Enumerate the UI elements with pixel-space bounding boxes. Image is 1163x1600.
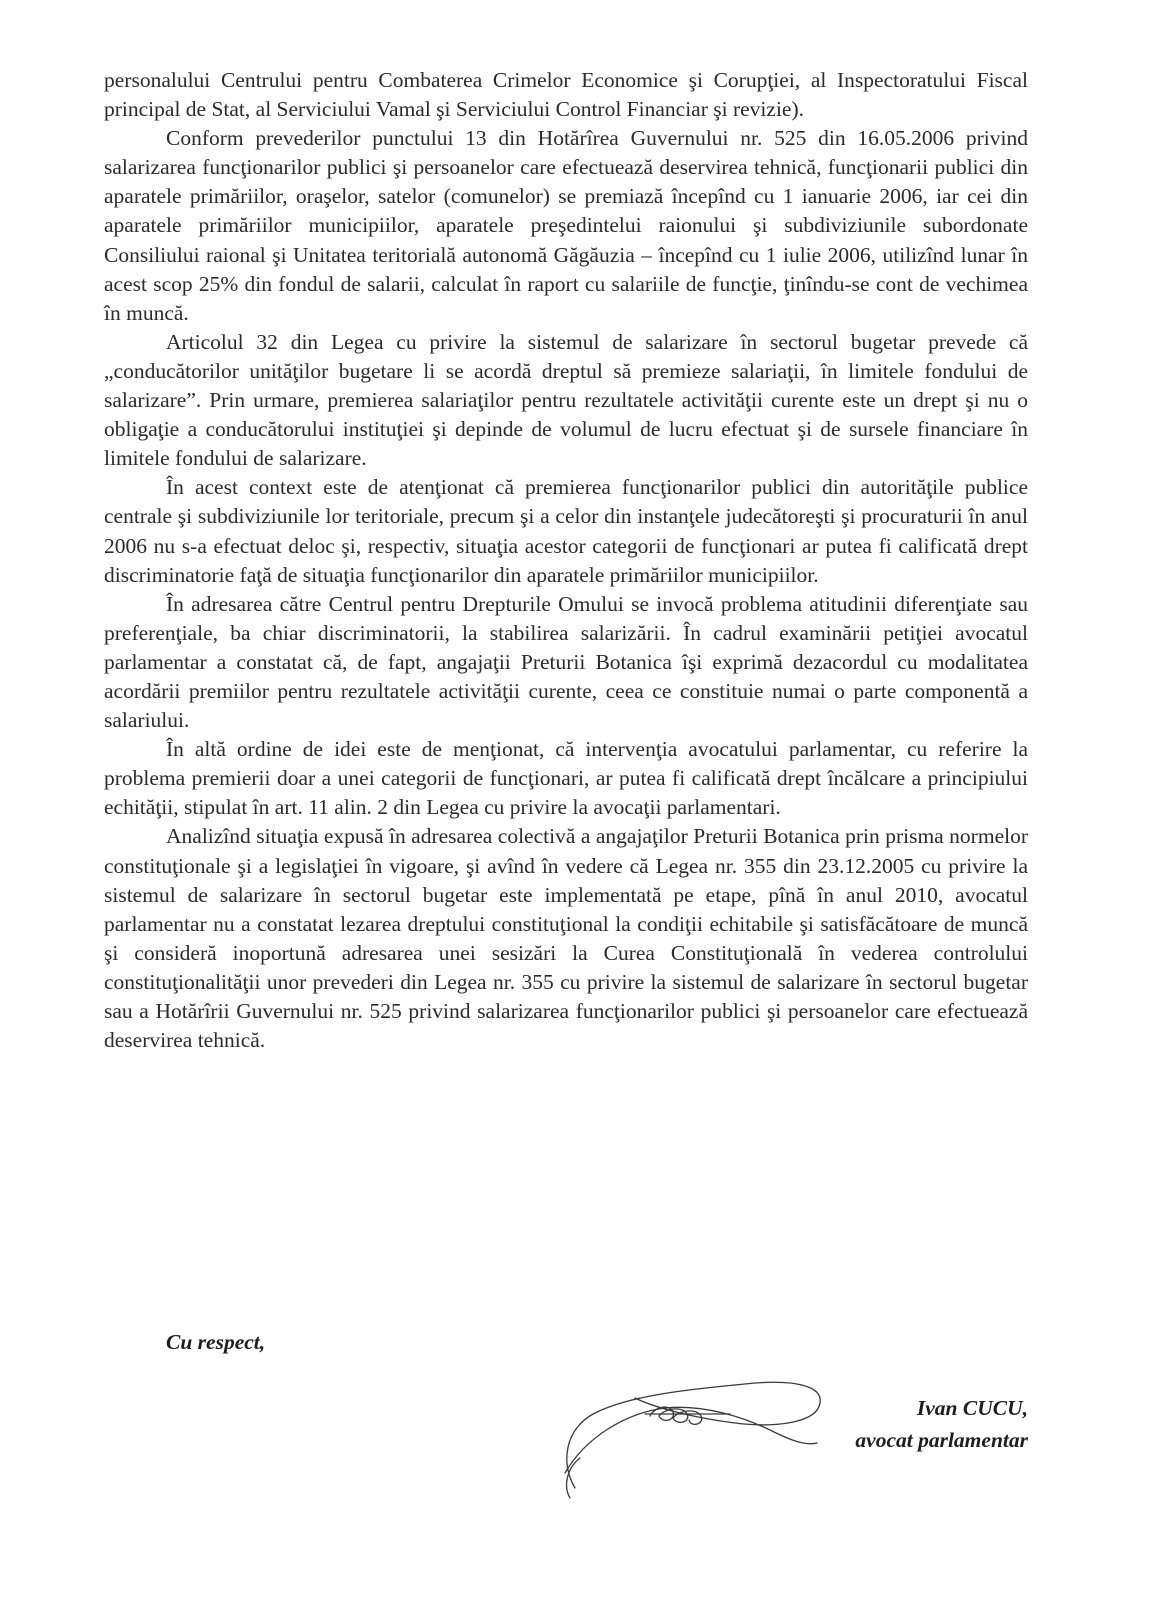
letter-body <box>104 66 1028 1055</box>
paragraph-continuation: personalului Centrului pentru Combaterea Crimelor Economice şi Corupţiei, al Inspectoratului Fiscal principal de Stat, al Serviciului Vamal şi Serviciului Control Financiar şi revizie). <box>104 68 1028 122</box>
paragraph-context: În acest context este de atenţionat că premierea funcţionarilor publici din autorităţile publice centrale şi subdiviziunile lor teritoriale, precum şi a celor din instanţele judecătoreşti şi procuraturii în anul 2006 nu s-a efectuat deloc şi, respectiv, situaţia acestor categorii de funcţionari ar putea fi calificată drept discriminatorie faţă de situaţia funcţionarilor din aparatele primăriilor municipiilor. <box>104 475 1028 587</box>
paragraph-adresarea: În adresarea către Centrul pentru Drepturile Omului se invocă problema atitudinii diferenţiate sau preferenţiale, ba chiar discriminatorii, la stabilirea salarizării. În cadrul examinării petiţiei avocatul parlamentar a constatat că, de fapt, angajaţii Preturii Botanica îşi exprimă dezacordul cu modalitatea acordării premiilor pentru rezultatele activităţii curente, ceea ce constituie numai o parte componentă a salariului. <box>104 591 1028 733</box>
signatory-title: avocat parlamentar <box>855 1428 1028 1452</box>
signatory-name: Ivan CUCU, <box>916 1396 1028 1420</box>
paragraph-articolul-32: Articolul 32 din Legea cu privire la sistemul de salarizare în sectorul bugetar prevede că „conducătorilor unităţilor bugetare li se acordă dreptul să premieze salariaţii, în limitele fondului de salarizare”. Prin urmare, premierea salariaţilor pentru rezultatele activităţii curente este un drept şi nu o obligaţie a conducătorului instituţiei şi depinde de volumul de lucru efectuat şi de sursele financiare în limitele fondului de salarizare. <box>104 329 1028 471</box>
closing-salutation: Cu respect, <box>166 1330 266 1354</box>
paragraph-hotarire-525: Conform prevederilor punctului 13 din Hotărîrea Guvernului nr. 525 din 16.05.2006 privind salarizarea funcţionarilor publici şi persoanelor care efectuează deservirea tehnică, funcţionarii publici din aparatele primăriilor, oraşelor, satelor (comunelor) se premiază începînd cu 1 ianuarie 2006, iar cei din aparatele primăriilor municipiilor, aparatele preşedintelui raionului şi subdiviziunile subordonate Consiliului raional şi Unitatea teritorială autonomă Găgăuzia – începînd cu 1 iulie 2006, utilizînd lunar în acest scop 25% din fondul de salarii, calculat în raport cu salariile de funcţie, ţinîndu-se cont de vechimea în muncă. <box>104 126 1028 325</box>
signature-block <box>855 1392 1028 1456</box>
handwritten-signature <box>555 1368 835 1503</box>
paragraph-concluzie: Analizînd situaţia expusă în adresarea colectivă a angajaţilor Preturii Botanica prin prisma normelor constituţionale şi a legislaţiei în vigoare, şi avînd în vedere că Legea nr. 355 din 23.12.2005 cu privire la sistemul de salarizare în sectorul bugetar este implementată pe etape, pînă în anul 2010, avocatul parlamentar nu a constatat lezarea dreptului constituţional la condiţii echitabile şi satisfăcătoare de muncă şi consideră inoportună adresarea unei sesizări la Curea Constituţională în vederea controlului constituţionalităţii unor prevederi din Legea nr. 355 cu privire la sistemul de salarizare în sectorul bugetar sau a Hotărîrii Guvernului nr. 525 privind salarizarea funcţionarilor publici şi persoanelor care efectuează deservirea tehnică. <box>104 824 1028 1053</box>
paragraph-alta-ordine: În altă ordine de idei este de menţionat, că intervenţia avocatului parlamentar, cu referire la problema premierii doar a unei categorii de funcţionari, ar putea fi calificată drept încălcare a principiului echităţii, stipulat în art. 11 alin. 2 din Legea cu privire la avocaţii parlamentari. <box>104 737 1028 820</box>
